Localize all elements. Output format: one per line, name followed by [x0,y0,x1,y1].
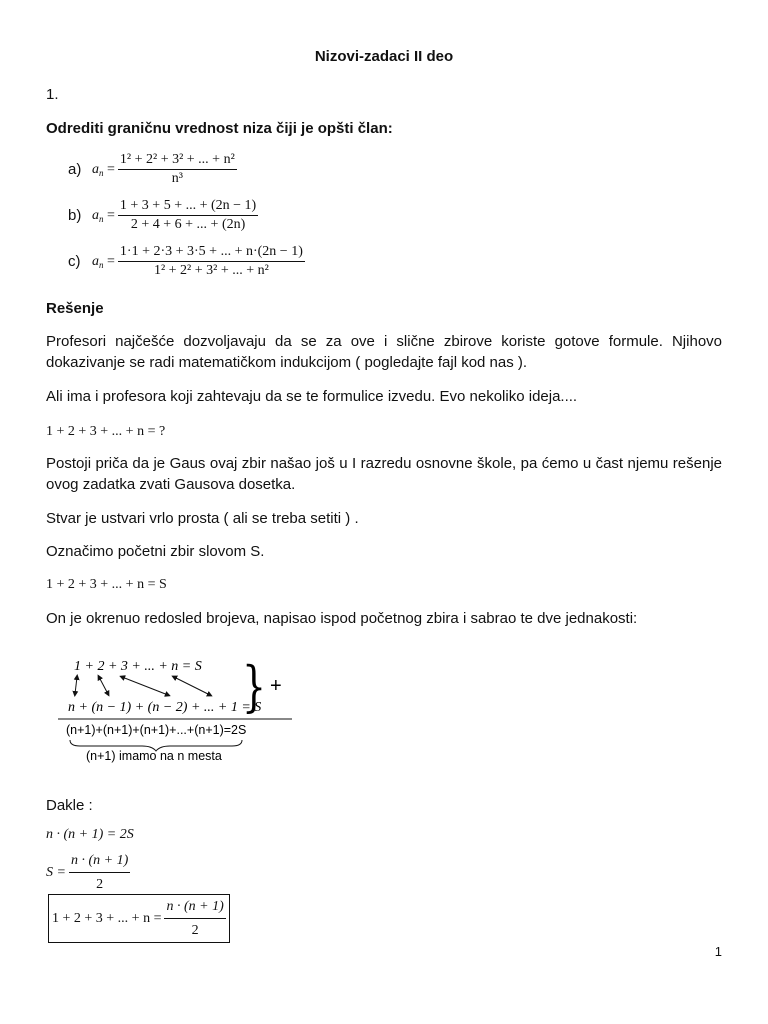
item-a-fraction [118,152,237,187]
item-c-fraction [118,244,305,279]
result-box [48,894,230,943]
item-c-denominator: 1² + 2² + 3² + ... + n² [153,263,269,278]
item-a [68,152,237,187]
equation-4 [46,850,130,895]
item-b-numerator: 1 + 3 + 5 + ... + (2n − 1) [118,198,258,216]
equation-5-lhs: 1 + 2 + 3 + ... + n = [52,911,162,926]
item-c-lhs: $a_n$ = [92,253,115,270]
curly-brace: } [242,655,267,718]
gauss-sum-diagram [56,650,316,770]
diagram-sum-row: (n+1)+(n+1)+(n+1)+...+(n+1)=2S [66,723,247,737]
equation-5-numerator: n · (n + 1) [164,896,225,919]
page-title: Nizovi-zadaci II deo [314,48,454,65]
item-b-fraction [118,198,258,233]
equation-4-numerator: n · (n + 1) [69,850,130,873]
arrow-1 [75,677,77,694]
equation-2: 1 + 2 + 3 + ... + n = S [46,577,167,592]
item-c-label: c) [68,253,81,270]
diagram-note: (n+1) imamo na n mesta [86,749,222,763]
task-number: 1. [46,86,59,103]
equation-3 [46,824,134,845]
paragraph-2: Ali ima i profesora koji zahtevaju da se te formulice izvedu. Evo nekoliko ideja.... [46,388,578,405]
task-statement: Odrediti graničnu vrednost niza čiji je opšti član: [46,120,393,137]
arrow-4 [174,677,210,695]
equation-4-denominator: 2 [96,877,104,892]
equation-5-boxed [48,894,230,943]
item-c-numerator: 1·1 + 2·3 + 3·5 + ... + n·(2n − 1) [118,244,305,262]
diagram-row-2: n + (n − 1) + (n − 2) + ... + 1 = S [68,700,262,715]
equation-1: 1 + 2 + 3 + ... + n = ? [46,424,166,439]
paragraph-6: On je okrenuo redosled brojeva, napisao ispod početnog zbira i sabrao te dve jednakosti: [46,610,638,627]
equation-4-fraction [69,850,130,895]
equation-3-text: n · (n + 1) = 2S [46,827,134,842]
page-number: 1 [714,944,722,959]
diagram-row-1: 1 + 2 + 3 + ... + n = S [74,659,202,674]
arrow-2 [99,677,108,694]
equation-4-lhs: S = [46,865,66,880]
item-c [68,244,305,279]
item-b-lhs: $a_n$ = [92,207,115,224]
equation-5-denominator: 2 [191,923,199,938]
dakle-label: Dakle : [46,797,93,814]
item-b-label: b) [68,207,82,224]
equation-5-fraction [164,896,225,941]
paragraph-5: Označimo početni zbir slovom S. [46,543,265,560]
item-b [68,198,258,233]
paragraph-3: Postoji priča da je Gaus ovaj zbir našao još u I razredu osnovne škole, pa ćemo u čast njemu rešenje ovog zadatka zvati Gausova dosetka. [46,455,722,493]
paragraph-4: Stvar je ustvari vrlo prosta ( ali se treba setiti ) . [46,510,359,527]
item-a-denominator: n³ [171,171,183,186]
item-a-lhs: $a_n$ = [92,161,115,178]
item-a-numerator: 1² + 2² + 3² + ... + n² [118,152,237,170]
diagram-plus-sign: + [270,675,282,697]
paragraph-1: Profesori najčešće dozvoljavaju da se za ove i slične zbirove koriste gotove formule. Njihovo dokazivanje se radi matematičkom indukcijom ( pogledajte fajl kod nas ). [46,333,722,371]
arrow-3 [122,677,168,695]
solution-heading: Rešenje [46,300,104,317]
item-a-label: a) [68,161,82,178]
item-b-denominator: 2 + 4 + 6 + ... + (2n) [130,217,246,232]
